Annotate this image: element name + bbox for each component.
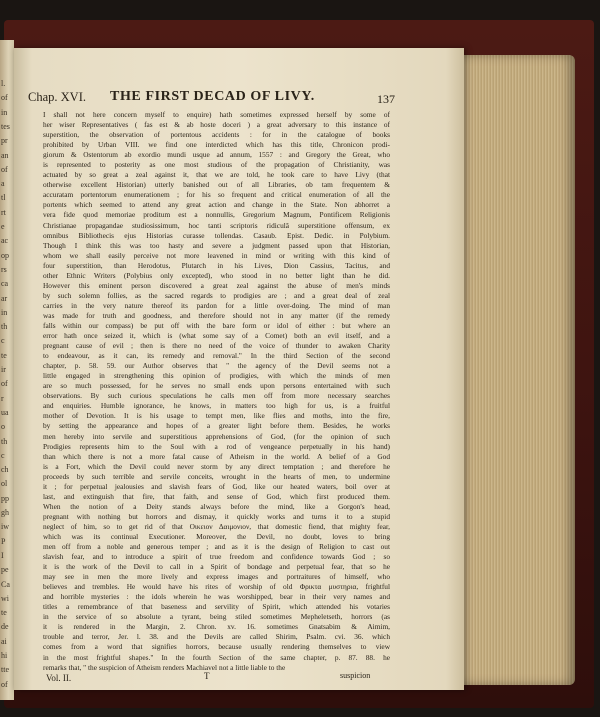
text-line: portents which seemed to attend any great action and change in the State. Non abhorret a	[43, 200, 390, 210]
text-line: falls within our compass) be put off with the bare form or idol of either : but where an	[43, 320, 390, 330]
text-line: in the service of so absolute a tyrant, being stiled sometimes Mepheletseth, horrors (as	[43, 612, 390, 622]
text-line: slavish fear, and to introduce a spirit of true freedom and confidence towards God ; so	[43, 552, 390, 562]
volume-label: Vol. II.	[46, 672, 72, 683]
text-line: carries in the very nature thereof its pardon for a little over-doing. The mind of man	[43, 300, 390, 310]
signature-mark: T	[204, 670, 210, 681]
facing-page-fragment: hi	[1, 651, 8, 660]
facing-page-fragment: Ca	[1, 579, 10, 589]
facing-page-fragment: rs	[1, 264, 7, 274]
facing-page-fragment: ch	[1, 465, 9, 475]
facing-page-fragment: of	[1, 164, 8, 174]
text-line: in the most frightful shapes." In the fourth Section of the same chapter, p. 87. 88. he	[43, 652, 390, 662]
facing-page-fragment: e	[1, 222, 5, 231]
text-line: However this eminent person discovered a great zeal against the abuse of men's minds	[43, 280, 390, 290]
text-line: vera fide quod memoriae proditum est a nonnullis, Gregorium Magnum, Pontificem Religionis	[43, 210, 390, 220]
running-title: THE FIRST DECAD OF LIVY.	[110, 89, 315, 104]
facing-page-fragment: te	[1, 608, 7, 618]
text-line: is represented to posterity as one most studious of the propagation of Christianity, was	[43, 160, 390, 170]
facing-page-fragment: pp	[1, 493, 9, 503]
running-header	[28, 86, 472, 106]
text-line: giorum & Ostentorum ab exordio mundi usque ad annum, 1557 : and Gregory the Great, who	[43, 150, 390, 160]
text-line: and horrible mysteries : the idols wherein he was worshipped, bear in their very names and	[43, 592, 390, 602]
facing-page-fragment: ol	[1, 479, 8, 489]
facing-page-fragment: P	[1, 536, 6, 546]
facing-page-fragment: a	[1, 179, 5, 189]
facing-page-edge	[0, 40, 14, 700]
text-line: it is rendered in the Margin, 2. Chron. xv. 16. sometimes Gnatsabim & Aimim,	[43, 622, 390, 632]
facing-page-fragment: I	[1, 550, 4, 560]
text-line: trouble and terror, Jer. l. 38. and the Devils are called Shirim, Psalm. cvi. 36. which	[43, 632, 390, 642]
text-line: chapter, p. 58. 59. our Author observes that " the agency of the Devil seems not a	[43, 361, 390, 371]
facing-page-fragment: te	[1, 350, 7, 360]
text-line: comes from a word that signifies horrors, because usually rendering themselves to view	[43, 642, 390, 652]
text-line: four superstition, than Herodotus, Plutarch in his Lives, Dion Cassius, Tacitus, and	[43, 260, 390, 270]
text-line: Prodigies represents him to the Soul with a rod of vengeance perpetually in his hand)	[43, 441, 390, 451]
text-line: by setting the appearance and hopes of a greater light before them. Besides, he works	[43, 421, 390, 431]
facing-page-fragment: pe	[1, 565, 9, 575]
text-line: believes and trembles. He would have his rites of worship of old Φρικτα μυστηρια, frightful	[43, 582, 390, 592]
text-line: it ; for perpetual jealousies and slavish fears of God, like our heated waters, boil over at	[43, 481, 390, 491]
text-line: Christianae propagandae studiosissimum, hoc tanti scriptoris ridiculâ superstitione offensum, ex	[43, 220, 390, 230]
text-line: neglect of him, so to get rid of that Οικειον Δαιμονιον, that domestic fiend, that mighty fear,	[43, 521, 390, 531]
facing-page-fragment: l.	[1, 79, 6, 88]
chapter-label: Chap. XVI.	[28, 90, 86, 104]
facing-page-fragment: de	[1, 622, 9, 632]
text-line: actuated by so great a zeal against it, that we are told, he took care to have Livy (that	[43, 170, 390, 180]
facing-page-fragment: iw	[1, 522, 9, 532]
text-line: error hath once seized it, which is (what some say of a Comet) both an evil itself, and a	[43, 331, 390, 341]
facing-page-fragment: of	[1, 379, 8, 389]
facing-page-fragment: gh	[1, 508, 9, 517]
text-line: last, and extinguish that fire, that faith, and sense of God, which first produced them.	[43, 491, 390, 501]
text-line: men hereby into servile and superstitious apprehensions of God, (for the opinion of such	[43, 431, 390, 441]
text-line: superstition, the observation of portentous accidents : for in the catalogue of books	[43, 130, 390, 140]
facing-page-fragment: ua	[1, 407, 9, 417]
facing-page-fragment: tl	[1, 193, 6, 203]
text-line: observations. By such curious speculations he calls men off from more necessary searches	[43, 391, 390, 401]
text-line: I shall not here concern myself to enquire) hath sometimes expressed herself by some of	[43, 110, 390, 119]
text-line: mother of Devotion. It is his usage to tempt men, like flies and moths, into the fire,	[43, 411, 390, 421]
body-text	[43, 110, 390, 673]
facing-page-fragment: an	[1, 150, 9, 160]
text-line: it is the work of the Devil to call in a Spirit of bondage and perpetual fear, that so he	[43, 562, 390, 572]
text-line: proceeds by such terrible and servile conceits, wrought in the hearts of men, to undermine	[43, 471, 390, 481]
facing-page-fragment: of	[1, 679, 8, 689]
text-line: are so much possessed, for he serves no small ends upon persons entertained with such	[43, 381, 390, 391]
facing-page-fragment: ca	[1, 279, 9, 289]
text-line: men off from a noble and generous temper ; and as it is the design of Religion to cast out	[43, 542, 390, 552]
catchword: suspicion	[340, 670, 371, 680]
facing-page-fragment: ac	[1, 236, 9, 246]
text-line: omnibus Bibliothecis ejus Historias curasse tollendas. Casaub. Epist. Dedic. in Polybium.	[43, 230, 390, 240]
text-line: whom we shall easily perceive not more leavened in mind or writing with this kind of	[43, 250, 390, 260]
page-block-edges	[455, 55, 575, 685]
facing-page-fragment: wi	[1, 593, 9, 603]
facing-page-fragment: in	[1, 107, 8, 117]
text-line: other Ethnic Writers (Polybius only excepted), who stood in no better light than he did.	[43, 270, 390, 280]
book-page	[14, 48, 464, 690]
facing-page-fragment: th	[1, 322, 8, 332]
text-line: prohibited by Urban VIII. we find one interdicted which has this title, Chronicon prodi-	[43, 140, 390, 150]
facing-page-fragment: o	[1, 422, 5, 432]
facing-page-fragment: op	[1, 250, 9, 260]
facing-page-fragment: of	[1, 93, 8, 103]
facing-page-fragment: rt	[1, 207, 6, 217]
text-line: than which there is not a more fatal cause of Atheism in the world. A belief of a God	[43, 451, 390, 461]
text-line: to endeavour, as it can, its remedy and removal." In the third Section of the second	[43, 351, 390, 361]
text-line: Though I think this was too hasty and severe a judgment passed upon that Historian,	[43, 240, 390, 250]
facing-page-fragment: pr	[1, 136, 8, 146]
text-line: was made for truth and goodness, and therefore should not in any matter (if the remedy	[43, 310, 390, 320]
text-line: pregnant with nothing but horrors and dismay, it quickly works and turns it to a stupid	[43, 511, 390, 521]
facing-page-fragment: r	[1, 393, 4, 403]
text-line: may see in men the more lively and express images and portraitures of himself, who	[43, 572, 390, 582]
text-line: titles a remembrance of that baseness and servility of Spirit, which attended his votaries	[43, 602, 390, 612]
text-line: by such solemn follies, as the sacred regards to prodigies are ; and a great deal of zeal	[43, 290, 390, 300]
facing-page-fragment: ar	[1, 293, 8, 303]
page-number: 137	[377, 92, 395, 106]
text-line: her wiser Representatives ( fas est & ab hoste doceri ) a great adversary to this instance of	[43, 120, 390, 130]
text-line: is a Fort, which the Devil could never storm by any direct temptation ; and therefore he	[43, 461, 390, 471]
text-line: and enquiries. Humble ignorance, he knows, in matters too high for us, is a fruitful	[43, 401, 390, 411]
page-footer	[28, 670, 393, 687]
text-line: pregnant cause of evil ; then is there no need of the voice of thunder to awaken Charity	[43, 341, 390, 351]
facing-page-fragment: th	[1, 436, 8, 446]
text-line: which was its continual Executioner. Moreover, the Devil, no doubt, loves to bring	[43, 531, 390, 541]
text-line: little engaged in strengthening this opinion of prodigies, with which the minds of men	[43, 371, 390, 381]
facing-page-fragment: c	[1, 450, 5, 460]
text-line: otherwise excellent Historian) utterly banished out of all Libraries, ob tam frequentem &	[43, 180, 390, 190]
facing-page-fragment: in	[1, 307, 8, 317]
facing-page-fragment: tes	[1, 121, 10, 131]
text-line: When the notion of a Deity stands always before the mind, like a Gorgon's head,	[43, 501, 390, 511]
text-line: accuratam portentorum enumerationem ; for his so frequent and critical enumeration of all the	[43, 190, 390, 200]
facing-page-fragment: tte	[1, 665, 9, 675]
facing-page-fragment: ai	[1, 636, 7, 646]
page-content	[28, 86, 472, 687]
facing-page-fragment: c	[1, 336, 5, 346]
facing-page-fragment: ir	[1, 365, 6, 374]
text-line: remarks that, " the suspicion of Atheism renders Machiavel not a little liable to the	[43, 662, 286, 672]
